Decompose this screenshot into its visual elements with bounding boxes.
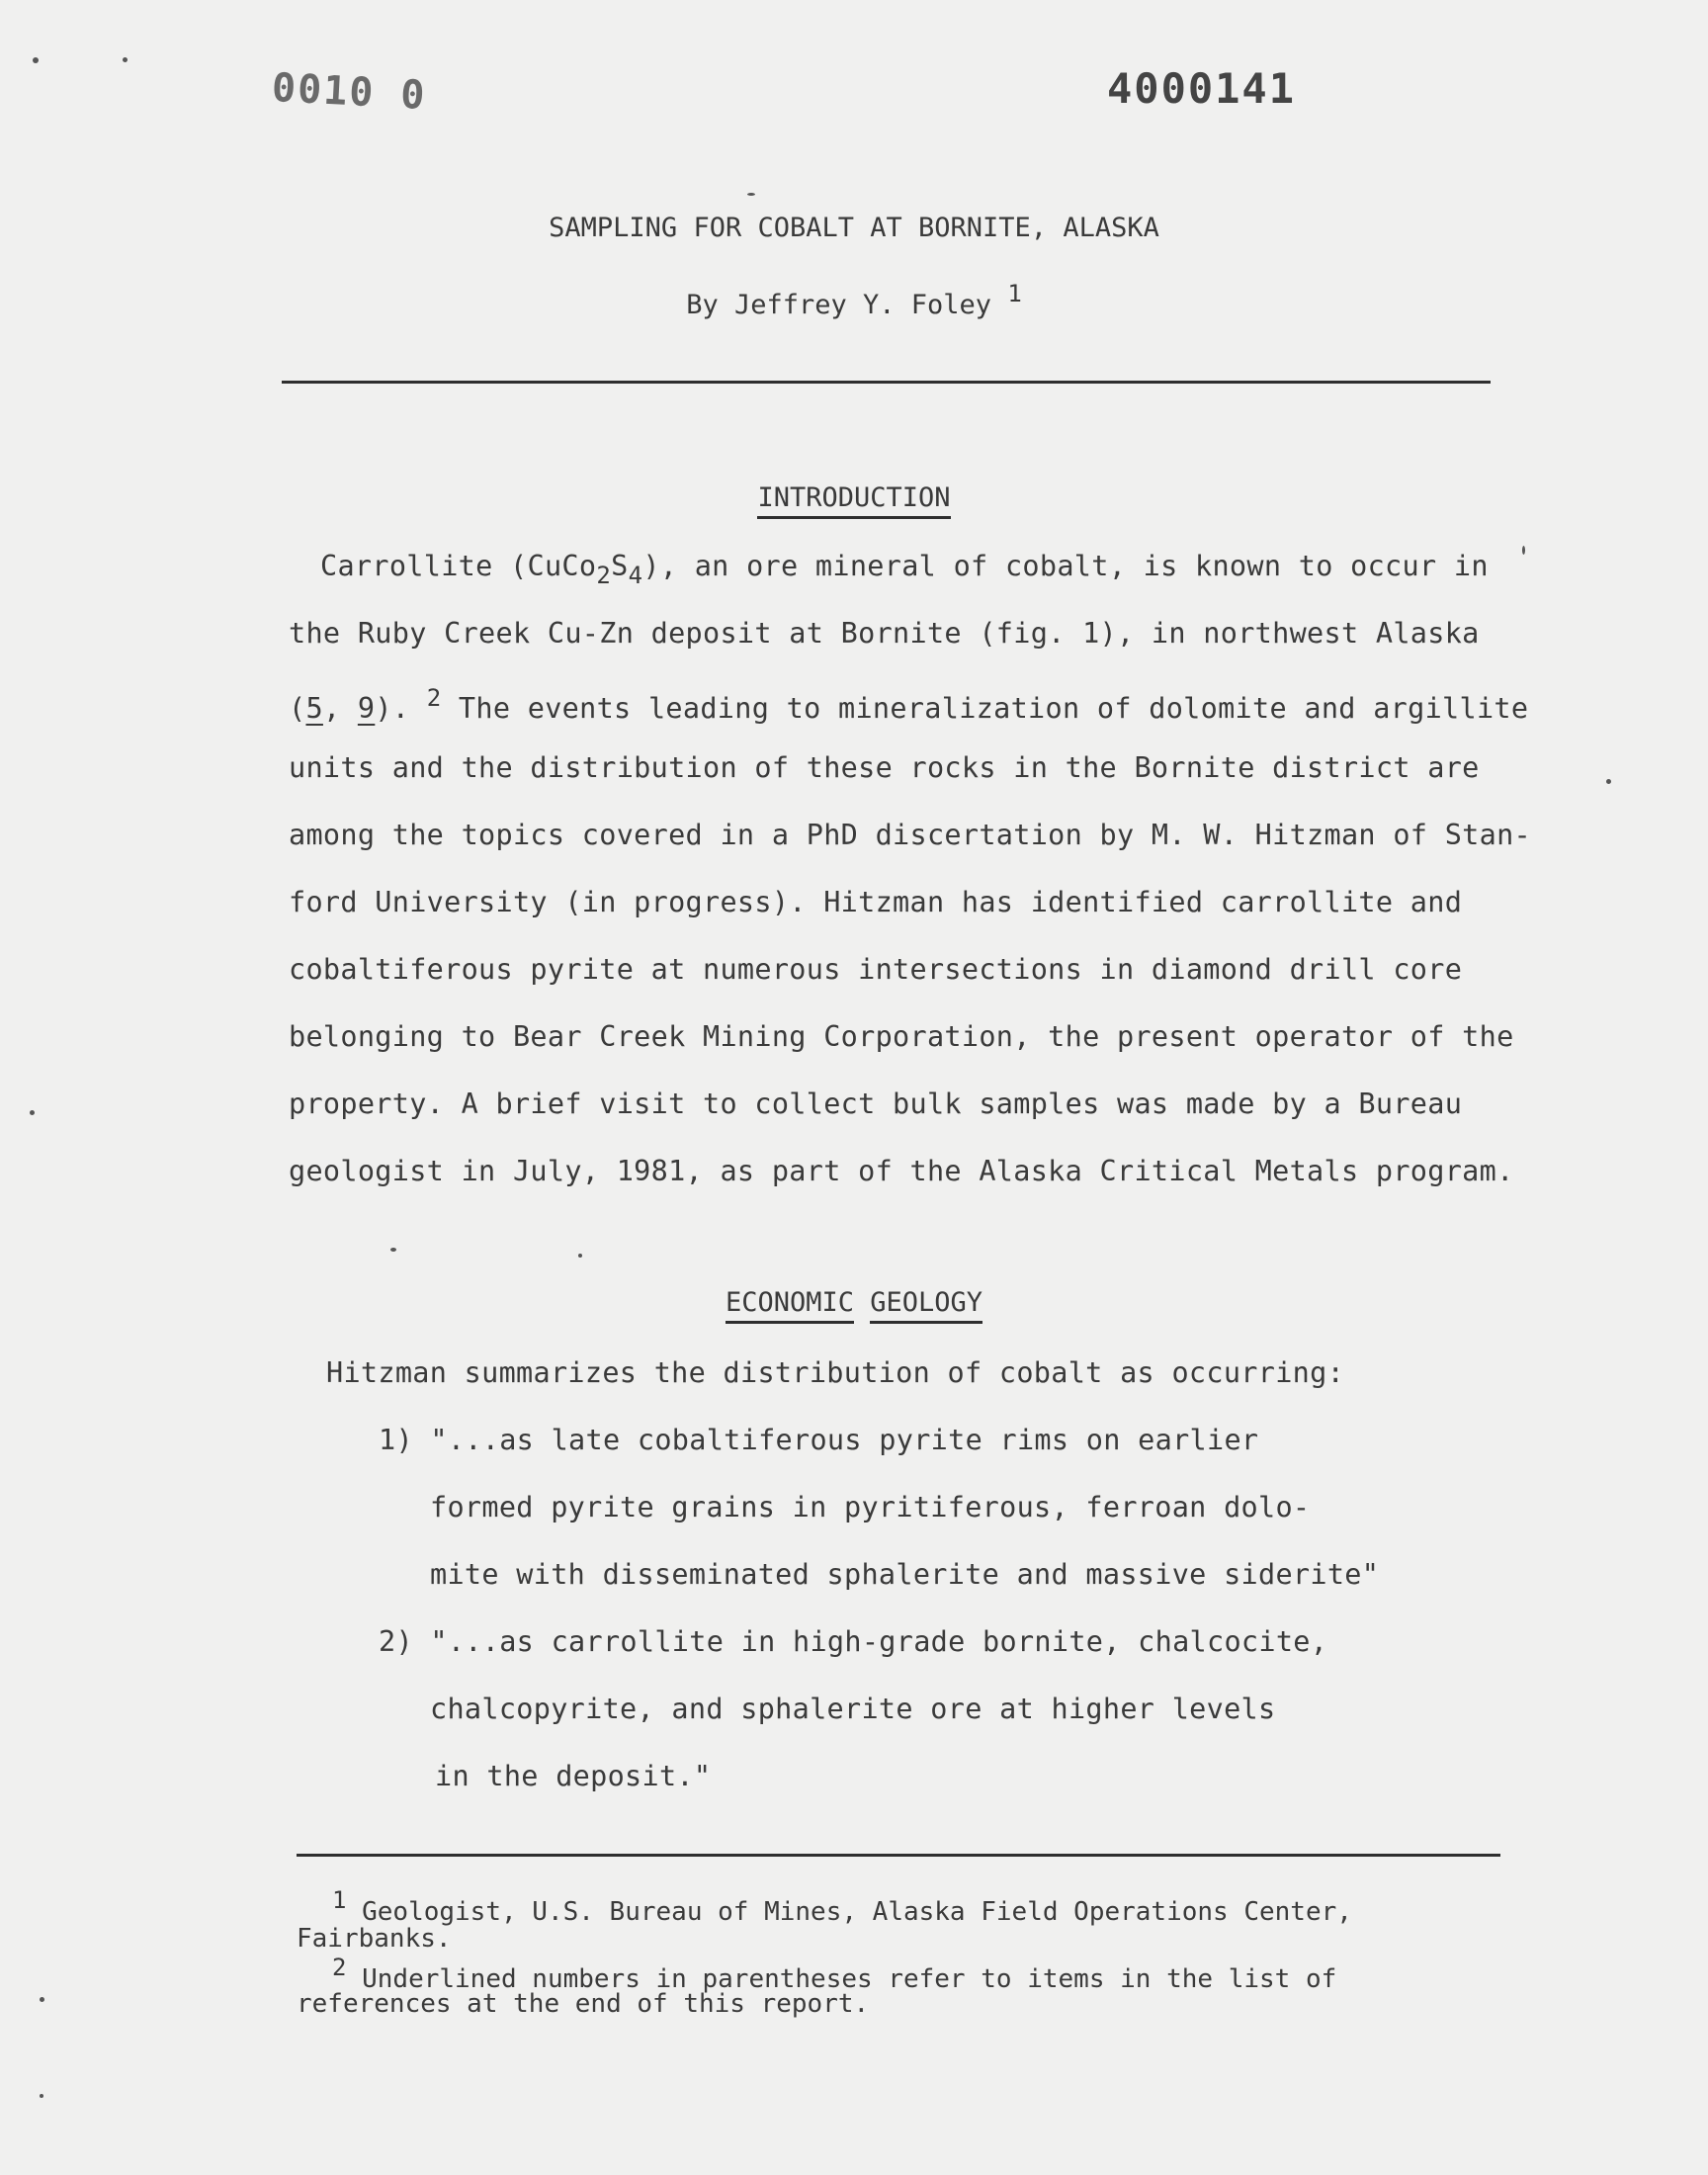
footnote-text: Geologist, U.S. Bureau of Mines, Alaska Field Operations Center, (346, 1897, 1352, 1927)
scan-speck (40, 1997, 44, 2002)
scan-speck (390, 1248, 396, 1252)
reference-link-5: 5 (305, 692, 323, 725)
list-item-2-line-3: in the deposit." (435, 1760, 712, 1792)
intro-line-10: geologist in July, 1981, as part of the Alaska Critical Metals program. (289, 1155, 1514, 1187)
footnote-2-line-1 (332, 1954, 1336, 1994)
intro-line-1 (320, 550, 1489, 589)
scan-speck (1522, 546, 1525, 555)
scan-speck (578, 1254, 582, 1258)
list-item-1-line-1: 1) "...as late cobaltiferous pyrite rims on earlier (379, 1424, 1259, 1456)
scan-speck (1606, 779, 1611, 784)
intro-line-3 (289, 684, 1528, 725)
intro-line-6: ford University (in progress). Hitzman has identified carrollite and (289, 886, 1463, 918)
intro-text: S (611, 550, 629, 582)
author-footnote-mark: 1 (1007, 280, 1022, 307)
intro-line-5: among the topics covered in a PhD discertation by M. W. Hitzman of Stan- (289, 819, 1532, 851)
footnote-1-line-1 (332, 1886, 1352, 1927)
intro-line-2: the Ruby Creek Cu-Zn deposit at Bornite (fig. 1), in northwest Alaska (289, 617, 1480, 650)
intro-line-4: units and the distribution of these rocks in the Bornite district are (289, 751, 1480, 784)
footnote-2-line-2: references at the end of this report. (297, 1989, 870, 2019)
stamp-number-right: 4000141 (1107, 64, 1297, 113)
intro-text: ), an ore mineral of cobalt, is known to occur in (642, 550, 1489, 582)
intro-text: The events leading to mineralization of dolomite and argillite (441, 692, 1529, 725)
footnote-text: Underlined numbers in parentheses refer to items in the list of (346, 1964, 1337, 1994)
document-title: SAMPLING FOR COBALT AT BORNITE, ALASKA (549, 213, 1159, 243)
intro-line-8: belonging to Bear Creek Mining Corporation, the present operator of the (289, 1020, 1514, 1053)
scan-speck (747, 193, 755, 196)
scan-speck (33, 57, 39, 63)
intro-text: ( (289, 692, 306, 725)
intro-text: Carrollite (CuCo (320, 550, 597, 582)
intro-line-7: cobaltiferous pyrite at numerous intersections in diamond drill core (289, 953, 1463, 986)
scan-speck (40, 2094, 43, 2098)
scan-speck (123, 57, 128, 62)
list-item-2-line-1: 2) "...as carrollite in high-grade bornite, chalcocite, (379, 1625, 1328, 1658)
stamp-number-left: 0010 0 (270, 64, 428, 120)
heading-word: GEOLOGY (870, 1287, 982, 1324)
economic-geology-heading (0, 1287, 1708, 1318)
introduction-heading-text: INTRODUCTION (757, 482, 950, 519)
scan-speck (30, 1110, 35, 1115)
footnote-divider (297, 1854, 1500, 1857)
list-item-1-line-2: formed pyrite grains in pyritiferous, ferroan dolo- (430, 1491, 1311, 1523)
author-line (0, 280, 1708, 320)
intro-line-9: property. A brief visit to collect bulk samples was made by a Bureau (289, 1088, 1463, 1120)
intro-text: , (322, 692, 358, 725)
economic-lead: Hitzman summarizes the distribution of cobalt as occurring: (326, 1356, 1345, 1389)
introduction-heading (0, 482, 1708, 513)
title-divider (282, 381, 1491, 384)
footnote-mark: 1 (332, 1886, 347, 1914)
footnote-mark-2: 2 (426, 684, 442, 712)
list-item-2-line-2: chalcopyrite, and sphalerite ore at higher levels (430, 1693, 1276, 1725)
author-name: By Jeffrey Y. Foley (686, 290, 992, 320)
subscript: 2 (596, 562, 612, 589)
footnote-1-line-2: Fairbanks. (297, 1924, 452, 1954)
subscript: 4 (628, 562, 643, 589)
heading-word: ECONOMIC (726, 1287, 854, 1324)
reference-link-9: 9 (357, 692, 376, 725)
footnote-mark: 2 (332, 1954, 347, 1981)
intro-text: ). (375, 692, 427, 725)
list-item-1-line-3: mite with disseminated sphalerite and massive siderite" (430, 1558, 1380, 1591)
